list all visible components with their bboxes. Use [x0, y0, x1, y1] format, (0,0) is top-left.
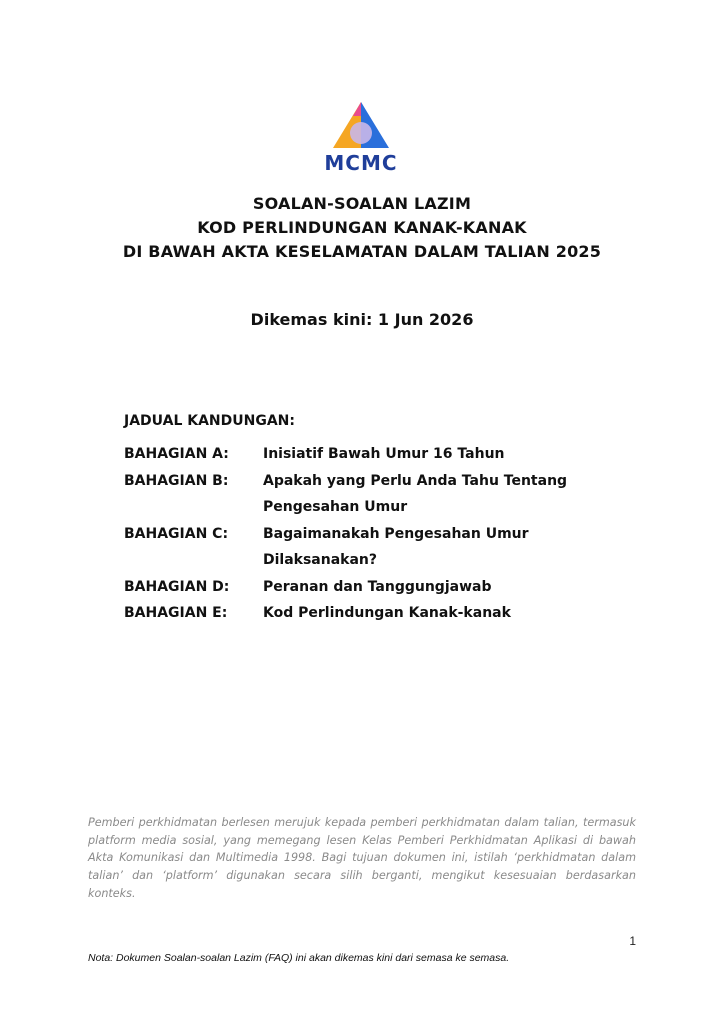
toc-row [124, 574, 624, 601]
toc-part-label: BAHAGIAN C: [124, 525, 229, 542]
toc-part-label: BAHAGIAN A: [124, 446, 229, 462]
toc-part-title: Peranan dan Tanggungjawab [263, 578, 492, 595]
toc-part-title: Kod Perlindungan Kanak-kanak [263, 605, 511, 621]
toc-row [124, 521, 624, 548]
toc-heading: JADUAL KANDUNGAN: [124, 413, 295, 429]
title-line-2: KOD PERLINDUNGAN KANAK-KANAK [197, 218, 527, 237]
toc-row [124, 468, 624, 495]
toc-row [124, 494, 624, 521]
toc-part-title: Apakah yang Perlu Anda Tahu Tentang [263, 472, 568, 489]
note-line-4: ‘perkhidmatan dalam talian’ dan ‘platform’ digunakan secara silih berganti, mengikut [88, 851, 636, 883]
toc-part-title: Dilaksanakan? [263, 552, 378, 568]
updated-date: Dikemas kini: 1 Jun 2026 [250, 310, 474, 329]
mcmc-logo-triangle-icon [313, 100, 409, 154]
mcmc-logo-text: MCMC [324, 151, 398, 175]
toc-part-title: Pengesahan Umur [263, 499, 408, 515]
toc-row [124, 600, 624, 627]
definition-note [88, 814, 636, 903]
toc-part-label: BAHAGIAN E: [124, 605, 228, 621]
toc-part-label [124, 547, 263, 574]
note-line-3: Aplikasi di bawah Akta Komunikasi dan Multimedia 1998. Bagi tujuan dokumen ini, istilah [88, 833, 636, 865]
note-line-1: Pemberi perkhidmatan berlesen merujuk kepada pemberi perkhidmatan dalam talian, [88, 816, 579, 829]
toc-part-title: Bagaimanakah Pengesahan Umur [263, 525, 529, 542]
title-line-3: DI BAWAH AKTA KESELAMATAN DALAM TALIAN 2025 [122, 242, 602, 261]
page-number: 1 [629, 934, 636, 948]
title-line-1: SOALAN-SOALAN LAZIM [252, 194, 472, 213]
note-line-2: termasuk platform media sosial, yang memegang lesen Kelas Pemberi Perkhidmatan [88, 816, 636, 847]
toc-part-label [124, 494, 263, 521]
table-of-contents [124, 441, 624, 627]
footer-note: Nota: Dokumen Soalan-soalan Lazim (FAQ) ini akan dikemas kini dari semasa ke semasa. [88, 952, 510, 964]
toc-part-title: Inisiatif Bawah Umur 16 Tahun [263, 446, 505, 462]
mcmc-logo [313, 100, 409, 174]
toc-row [124, 441, 624, 468]
toc-part-label: BAHAGIAN D: [124, 578, 230, 595]
toc-part-label: BAHAGIAN B: [124, 472, 229, 489]
note-line-5: kesesuaian berdasarkan konteks. [88, 869, 636, 900]
toc-row [124, 547, 624, 574]
document-title [0, 192, 724, 264]
